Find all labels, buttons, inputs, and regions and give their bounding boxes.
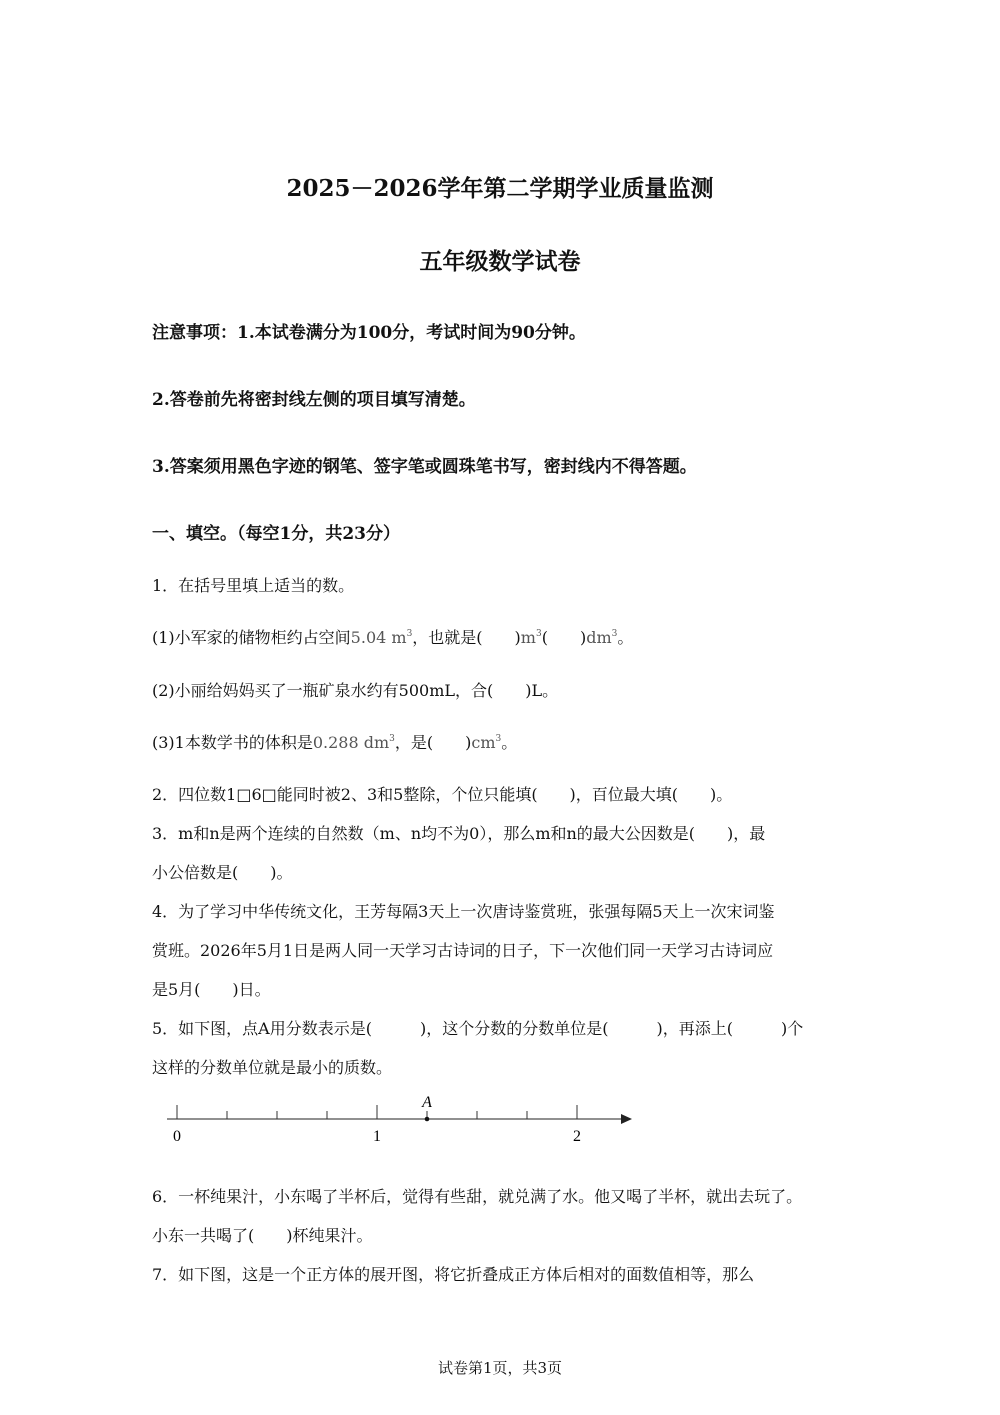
question-1-part-1: (1)小军家的储物柜约占空间5.04 $m^3$，也就是( )$m^3$( )$dm^3$。 [152, 628, 634, 647]
question-4-line-2: 赏班。2026年5月1日是两人同一天学习古诗词的日子，下一次他们同一天学习古诗词应 [152, 941, 774, 960]
question-6-line-2: 小东一共喝了( )杯纯果汁。 [152, 1226, 373, 1245]
note-3: 3.答案须用黑色字迹的钢笔、签字笔或圆珠笔书写，密封线内不得答题。 [152, 457, 697, 477]
page-footer: 试卷第1页，共3页 [437, 1359, 563, 1377]
question-1-stem: 1．在括号里填上适当的数。 [152, 576, 355, 595]
number-line-label-0: 0 [173, 1128, 181, 1145]
question-7-line-1: 7．如下图，这是一个正方体的展开图，将它折叠成正方体后相对的面数值相等，那么 [152, 1265, 755, 1284]
section-heading: 一、填空。（每空1分，共23分） [152, 524, 400, 544]
number-line [160, 1088, 650, 1150]
number-line-label-2: 2 [573, 1128, 581, 1145]
question-5-line-2: 这样的分数单位就是最小的质数。 [152, 1058, 393, 1077]
exam-subtitle: 五年级数学试卷 [419, 248, 581, 275]
question-4-line-3: 是5月( )日。 [152, 980, 271, 999]
exam-title: 2025－2026学年第二学期学业质量监测 [286, 175, 714, 202]
question-3-line-2: 小公倍数是( )。 [152, 863, 293, 882]
number-line-point-label: A [422, 1094, 432, 1111]
number-line-ticks [177, 1105, 577, 1119]
number-line-arrow-icon [621, 1114, 632, 1124]
question-2: 2．四位数1□6□能同时被2、3和5整除，个位只能填( )，百位最大填( )。 [152, 785, 733, 804]
question-3-line-1: 3．m和n是两个连续的自然数（m、n均不为0），那么m和n的最大公因数是( )，最 [152, 824, 766, 843]
question-1-part-2: (2)小丽给妈妈买了一瓶矿泉水约有500mL，合( )L。 [152, 681, 559, 700]
question-1-part-3: (3)1本数学书的体积是0.288 $dm^3$，是( )$cm^3$。 [152, 733, 518, 752]
number-line-point-a [425, 1117, 430, 1122]
question-4-line-1: 4．为了学习中华传统文化，王芳每隔3天上一次唐诗鉴赏班，张强每隔5天上一次宋词鉴 [152, 902, 775, 921]
number-line-label-1: 1 [373, 1128, 381, 1145]
note-2: 2.答卷前先将密封线左侧的项目填写清楚。 [152, 390, 476, 410]
question-6-line-1: 6．一杯纯果汁，小东喝了半杯后，觉得有些甜，就兑满了水。他又喝了半杯，就出去玩了。 [152, 1187, 803, 1206]
note-1: 注意事项：1.本试卷满分为100分，考试时间为90分钟。 [152, 323, 586, 343]
question-5-line-1: 5．如下图，点A用分数表示是( )，这个分数的分数单位是( )，再添上( )个 [152, 1019, 804, 1038]
